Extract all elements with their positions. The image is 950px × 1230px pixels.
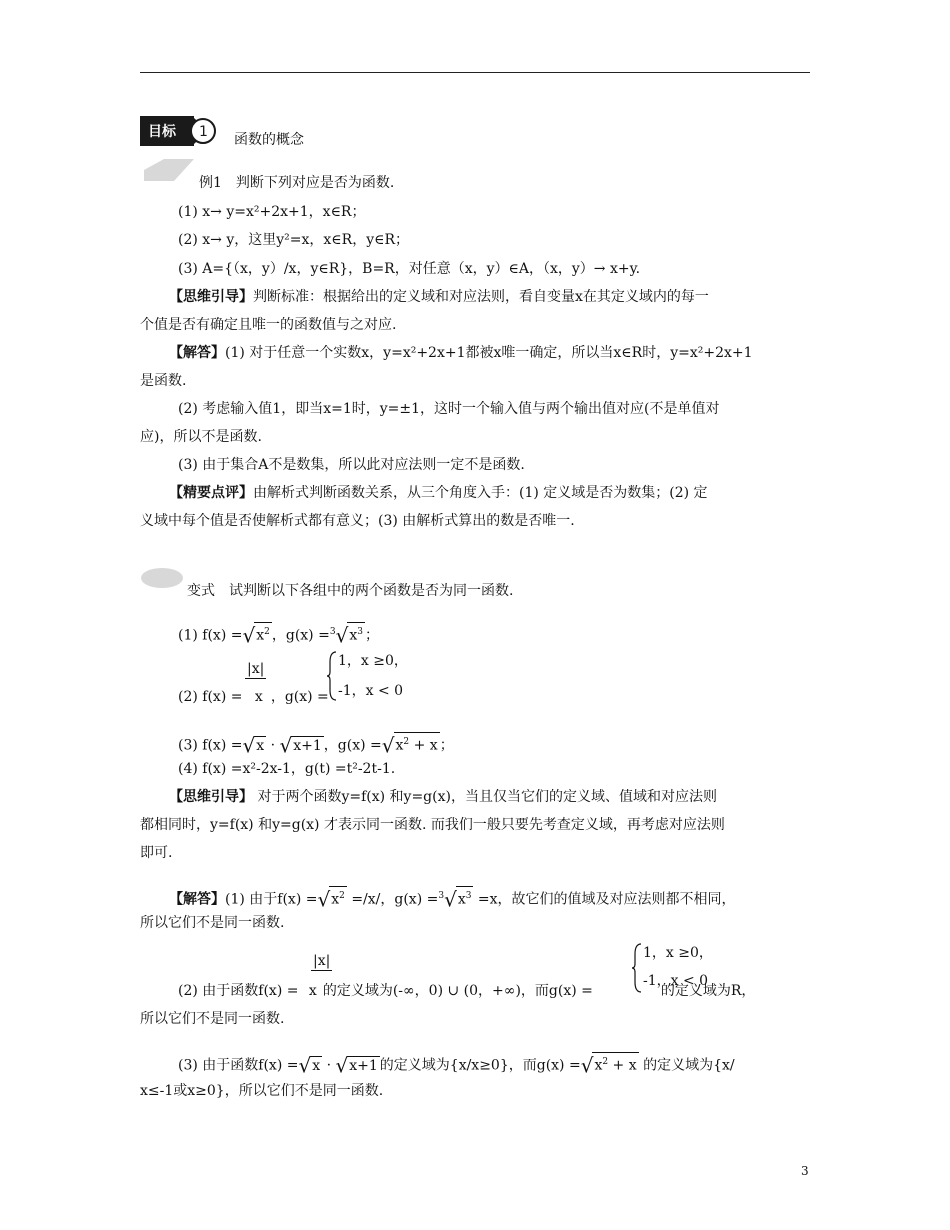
case-1b: 1，x ≥0，: [643, 945, 713, 961]
objective-badge-icon: [140, 116, 218, 146]
section-title: 函数的概念: [234, 132, 304, 148]
variant-item-1: (1) $f(x) =√x^2$ ，$g(x) =^3√x^3$ ；: [178, 623, 379, 648]
abs-x-numerator-2: |x|: [313, 953, 331, 969]
review-text: 由解析式判断函数关系，从三个角度入手：(1) 定义域是否为数集；(2) 定: [253, 485, 708, 501]
guide-text: 判断标准：根据给出的定义域和对应法则，看自变量x在其定义域内的每一: [253, 289, 709, 305]
badge-label: 目标: [148, 124, 176, 140]
variant-answer-1-line2: 所以它们不是同一函数.: [140, 915, 285, 931]
brace-icon-2: [631, 942, 643, 994]
answer2-text: (2) 考虑输入值1，即当x=1时，y=±1，这时一个输入值与两个输出值对应(不是单值对: [178, 401, 720, 417]
badge-number: 1: [199, 124, 208, 140]
variant-answer-3-line2: x≤-1或x≥0}，所以它们不是同一函数.: [140, 1083, 384, 1099]
guide-text-line2: 个值是否有确定且唯一的函数值与之对应.: [140, 317, 397, 333]
case-1: 1，x ≥0，: [338, 653, 408, 669]
variant-item-4: (4) f(x) =x²-2x-1，g(t) =t²-2t-1.: [178, 761, 396, 777]
variant-answer-3: (3) 由于函数f(x) =√x · √x+1 的定义域为{x/x≥0}，而$g(x) =√x^2 + x$ 的定义域为{x/: [178, 1053, 735, 1078]
header-rule: [140, 72, 810, 73]
page-number: 3: [801, 1164, 809, 1178]
variant-answer-2-line2: 所以它们不是同一函数.: [140, 1011, 285, 1027]
guide-label: 【思维引导】: [169, 289, 253, 305]
answer3-text: (3) 由于集合A不是数集，所以此对应法则一定不是函数.: [178, 457, 525, 473]
example1-item-2: (2) x→ y，这里y²=x，x∈R，y∈R；: [178, 232, 410, 248]
variant-guide-text: 对于两个函数y=f(x) 和y=g(x)，当且仅当它们的定义域、值域和对应法则: [253, 789, 717, 805]
variant-answer-1: 【解答】(1) 由于$f(x) =√x^2 =/x/$，$g(x) =^3√x^3 =x$，故它们的值域及对应法则都不相同，: [169, 887, 736, 912]
variant-title: 变式 试判断以下各组中的两个函数是否为同一函数.: [187, 583, 514, 599]
review-label: 【精要点评】: [169, 485, 253, 501]
oval-marker-icon: [140, 566, 186, 592]
example1-item-3: (3) A={（x，y）/x，y∈R}，B=R，对任意（x，y）∈A，（x，y）→ x+y.: [178, 261, 641, 277]
abs-x-numerator: |x|: [247, 661, 265, 677]
case-2b: -1，x < 0: [643, 973, 709, 989]
variant-guide-label: 【思维引导】: [169, 789, 253, 805]
variant-answer-2: (2) 由于函数f(x) = x 的定义域为(-∞，0) ∪ (0，+∞)，而g(x) = 的定义域为R，: [178, 983, 756, 999]
example1-item-1: (1) x→ y=x²+2x+1，x∈R；: [178, 204, 366, 220]
variant-item-2: (2) f(x) = x ，g(x) =: [178, 689, 329, 705]
brace-icon: [326, 650, 338, 702]
answer2-text-line2: 应)，所以不是函数.: [140, 429, 262, 445]
answer-text: (1) 对于任意一个实数x，y=x²+2x+1都被x唯一确定，所以当x∈R时，y=x²+2x+1: [225, 345, 753, 361]
example1-title: 例1 判断下列对应是否为函数.: [199, 175, 395, 191]
review-text-line2: 义域中每个值是否使解析式都有意义；(3) 由解析式算出的数是否唯一.: [140, 513, 575, 529]
diamond-marker-icon: [140, 157, 200, 183]
answer-text-line2: 是函数.: [140, 373, 187, 389]
variant-guide-line2: 都相同时，y=f(x) 和y=g(x) 才表示同一函数. 而我们一般只要先考查定义域，再考虑对应法则: [140, 817, 725, 833]
case-2: -1，x < 0: [338, 683, 404, 699]
variant-guide-line3: 即可.: [140, 845, 173, 861]
answer-label: 【解答】: [169, 345, 225, 361]
variant-item-3: (3) f(x) =√x · √x+1 ，$g(x) =√x^2 + x$ ；: [178, 733, 454, 758]
